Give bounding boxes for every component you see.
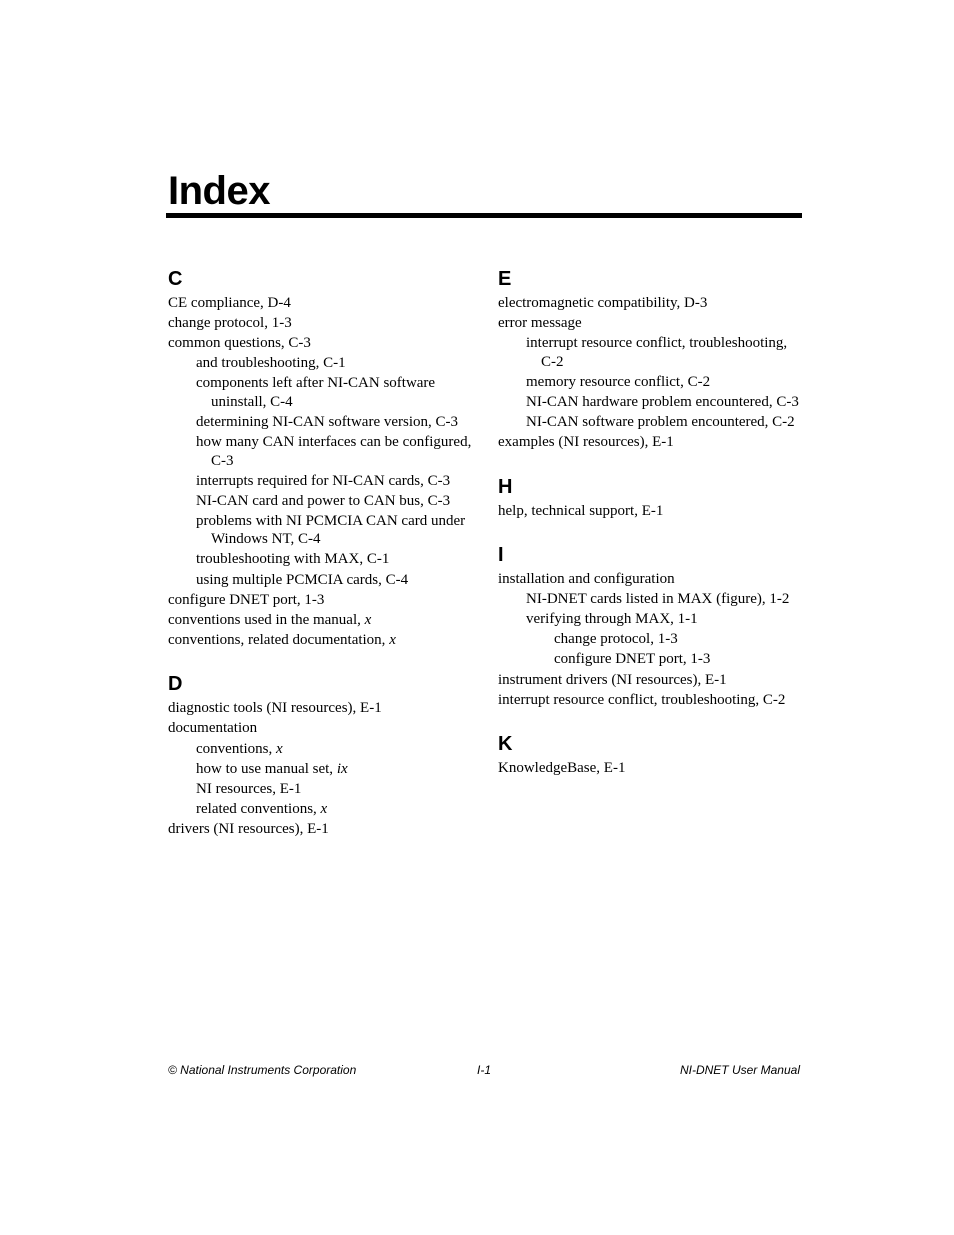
entry-text: change protocol, 1-3 [554, 631, 678, 648]
section-letter: H [498, 475, 513, 498]
index-entry [168, 820, 488, 839]
entry-text: NI resources, E-1 [196, 780, 302, 797]
index-entry [196, 472, 488, 491]
index-entry [196, 354, 488, 373]
section-letter: I [498, 544, 504, 567]
index-entry [196, 492, 488, 511]
index-entry [168, 719, 488, 738]
section-letter: E [498, 268, 512, 290]
entry-text: memory resource conflict, C-2 [526, 373, 711, 390]
entry-text: drivers (NI resources), E-1 [168, 820, 329, 837]
title-rule [166, 213, 802, 218]
index-entry [196, 800, 488, 819]
entry-text: common questions, C-3 [168, 335, 311, 352]
entry-text: using multiple PCMCIA cards, C-4 [196, 571, 409, 588]
entry-text: troubleshooting with MAX, C-1 [196, 551, 390, 568]
index-entry [196, 413, 488, 432]
entry-text: interrupt resource conflict, troubleshooting, C-2 [526, 335, 788, 370]
entry-text: related conventions, [196, 800, 321, 817]
index-entry [526, 590, 804, 609]
entry-text: configure DNET port, 1-3 [168, 591, 325, 608]
entry-text: problems with NI PCMCIA CAN card under Windows NT, C-4 [196, 512, 466, 548]
index-entry [196, 374, 488, 411]
entry-page-ref: ix [336, 760, 348, 777]
entry-text: NI-CAN software problem encountered, C-2 [526, 413, 795, 430]
index-entry [196, 512, 488, 549]
index-entry [498, 671, 804, 690]
index-entry [554, 630, 804, 649]
entry-text: documentation [168, 720, 258, 737]
entry-text: conventions, [196, 740, 276, 757]
entry-text: how to use manual set, [196, 760, 337, 777]
index-section-h [498, 474, 804, 521]
index-entry [196, 740, 488, 759]
section-letter: C [168, 268, 183, 290]
entry-text: diagnostic tools (NI resources), E-1 [168, 700, 382, 717]
index-column-left [168, 266, 488, 860]
entry-text: error message [498, 315, 582, 332]
index-entry [168, 591, 488, 610]
entry-text: help, technical support, E-1 [498, 502, 664, 519]
index-entry [498, 314, 804, 333]
entry-text: KnowledgeBase, E-1 [498, 760, 626, 777]
entry-text: conventions, related documentation, [168, 631, 390, 648]
index-entry [168, 314, 488, 333]
entry-page-ref: x [320, 800, 328, 817]
index-entry [526, 413, 804, 432]
entry-text: interrupt resource conflict, troubleshooting, C-2 [498, 691, 786, 708]
entry-text: NI-DNET cards listed in MAX (figure), 1-2 [526, 591, 790, 608]
entry-text: NI-CAN hardware problem encountered, C-3 [526, 393, 799, 410]
entry-text: NI-CAN card and power to CAN bus, C-3 [196, 492, 451, 509]
index-entry [498, 502, 804, 521]
index-entry [196, 550, 488, 569]
entry-text: verifying through MAX, 1-1 [526, 611, 698, 628]
entry-page-ref: x [389, 631, 396, 648]
entry-page-ref: x [276, 740, 283, 757]
entry-text: instrument drivers (NI resources), E-1 [498, 671, 727, 688]
index-entry [168, 611, 488, 630]
index-entry [498, 691, 804, 710]
index-entry [498, 570, 804, 589]
index-entry [196, 780, 488, 799]
index-entry [554, 650, 804, 669]
index-entry [168, 631, 488, 650]
index-section-k [498, 731, 804, 778]
entry-text: configure DNET port, 1-3 [554, 651, 711, 668]
entry-text: components left after NI-CAN software uninstall, C-4 [196, 375, 436, 410]
index-entry [526, 373, 804, 392]
index-entry [196, 433, 488, 470]
entry-text: CE compliance, D-4 [168, 295, 291, 311]
entry-text: and troubleshooting, C-1 [196, 355, 346, 372]
entry-text: determining NI-CAN software version, C-3 [196, 413, 459, 430]
index-entry [498, 294, 804, 313]
index-entry [526, 334, 804, 371]
index-entry [196, 760, 488, 779]
index-entry [168, 699, 488, 718]
page-title: Index [168, 169, 270, 213]
entry-text: interrupts required for NI-CAN cards, C-3 [196, 472, 451, 489]
footer-manual-title: NI-DNET User Manual [679, 1063, 800, 1077]
index-entry [526, 610, 804, 629]
entry-text: installation and configuration [498, 571, 675, 588]
index-column-right [498, 266, 804, 800]
section-letter: K [498, 733, 513, 756]
index-entry [526, 393, 804, 412]
entry-text: examples (NI resources), E-1 [498, 434, 674, 451]
entry-text: how many CAN interfaces can be configured, C-3 [196, 434, 472, 469]
index-entry [168, 334, 488, 353]
entry-text: change protocol, 1-3 [168, 315, 292, 332]
index-entry [498, 433, 804, 452]
index-section-e [498, 266, 804, 452]
index-entry [168, 294, 488, 313]
entry-text: conventions used in the manual, [168, 611, 365, 628]
index-entry [196, 571, 488, 590]
index-entry [498, 759, 804, 778]
entry-page-ref: x [364, 611, 372, 628]
footer-page-number: I-1 [477, 1063, 492, 1077]
section-letter: D [168, 673, 183, 696]
index-section-d [168, 671, 488, 838]
footer-publisher: © National Instruments Corporation [168, 1063, 357, 1077]
index-section-i [498, 542, 804, 709]
entry-text: electromagnetic compatibility, D-3 [498, 295, 708, 311]
index-section-c [168, 266, 488, 649]
